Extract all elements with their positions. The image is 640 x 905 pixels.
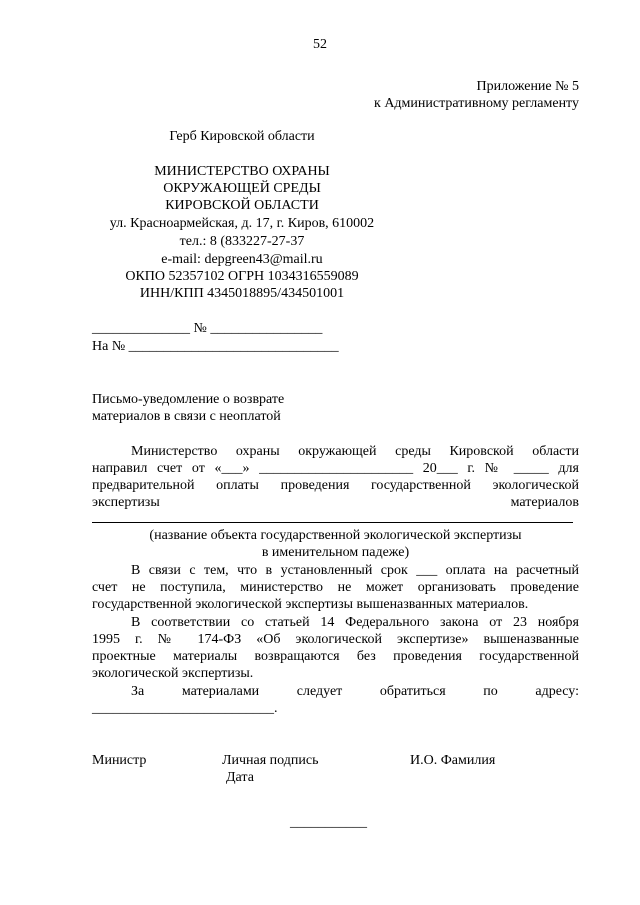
ministry-name-line: КИРОВСКОЙ ОБЛАСТИ <box>165 198 319 213</box>
body-line: проектные материалы возвращаются без проведения государственной <box>92 649 579 664</box>
body-line: счет не поступила, министерство не может организовать проведение <box>92 580 579 595</box>
date-label: Дата <box>226 770 254 785</box>
body-line: направил счет от «___» ______________________ 20___ г. № _____ для <box>92 461 579 476</box>
signatory-name: И.О. Фамилия <box>410 753 496 768</box>
appendix-number: Приложение № 5 <box>476 79 579 94</box>
ministry-name-line: ОКРУЖАЮЩЕЙ СРЕДЫ <box>163 181 321 196</box>
body-line: За материалами следует обратиться по адресу: <box>131 684 579 699</box>
body-line: предварительной оплаты проведения государственной экологической <box>92 478 579 493</box>
body-line: экологической экспертизы. <box>92 666 254 681</box>
ministry-email: e-mail: depgreen43@mail.ru <box>161 252 323 267</box>
footer-rule: ___________ <box>290 815 367 830</box>
personal-signature-label: Личная подпись <box>222 753 319 768</box>
ministry-okpo-ogrn: ОКПО 52357102 ОГРН 1034316559089 <box>125 269 359 284</box>
object-caption: (название объекта государственной экологической экспертизы <box>149 528 522 543</box>
incoming-number-line: На № ______________________________ <box>92 339 339 354</box>
body-line: государственной экологической экспертизы вышеназванных материалов. <box>92 597 529 612</box>
object-caption: в именительном падеже) <box>261 545 410 560</box>
body-line: Министерство охраны окружающей среды Кировской области <box>131 444 579 459</box>
ministry-inn-kpp: ИНН/КПП 4345018895/434501001 <box>139 286 345 301</box>
ministry-phone: тел.: 8 (833227-27-37 <box>179 234 305 249</box>
body-line: экспертизы материалов <box>92 495 579 510</box>
appendix-regulation: к Административному регламенту <box>374 96 579 111</box>
body-line: В связи с тем, что в установленный срок ___ оплата на расчетный <box>131 563 579 578</box>
signatory-title: Министр <box>92 753 147 768</box>
page-number: 52 <box>313 37 327 52</box>
ministry-name-line: МИНИСТЕРСТВО ОХРАНЫ <box>154 164 330 179</box>
body-line: 1995 г. № 174-ФЗ «Об экологической экспертизе» вышеназванные <box>92 632 579 647</box>
object-name-rule <box>92 522 573 523</box>
ministry-address: ул. Красноармейская, д. 17, г. Киров, 610002 <box>109 216 375 231</box>
address-blank-line: __________________________. <box>92 701 278 716</box>
outgoing-number-line: ______________ № ________________ <box>92 321 323 336</box>
body-line: В соответствии со статьей 14 Федерального закона от 23 ноября <box>131 615 579 630</box>
subject-line: материалов в связи с неоплатой <box>92 409 281 424</box>
subject-line: Письмо-уведомление о возврате <box>92 392 285 407</box>
coat-of-arms-caption: Герб Кировской области <box>169 129 315 144</box>
